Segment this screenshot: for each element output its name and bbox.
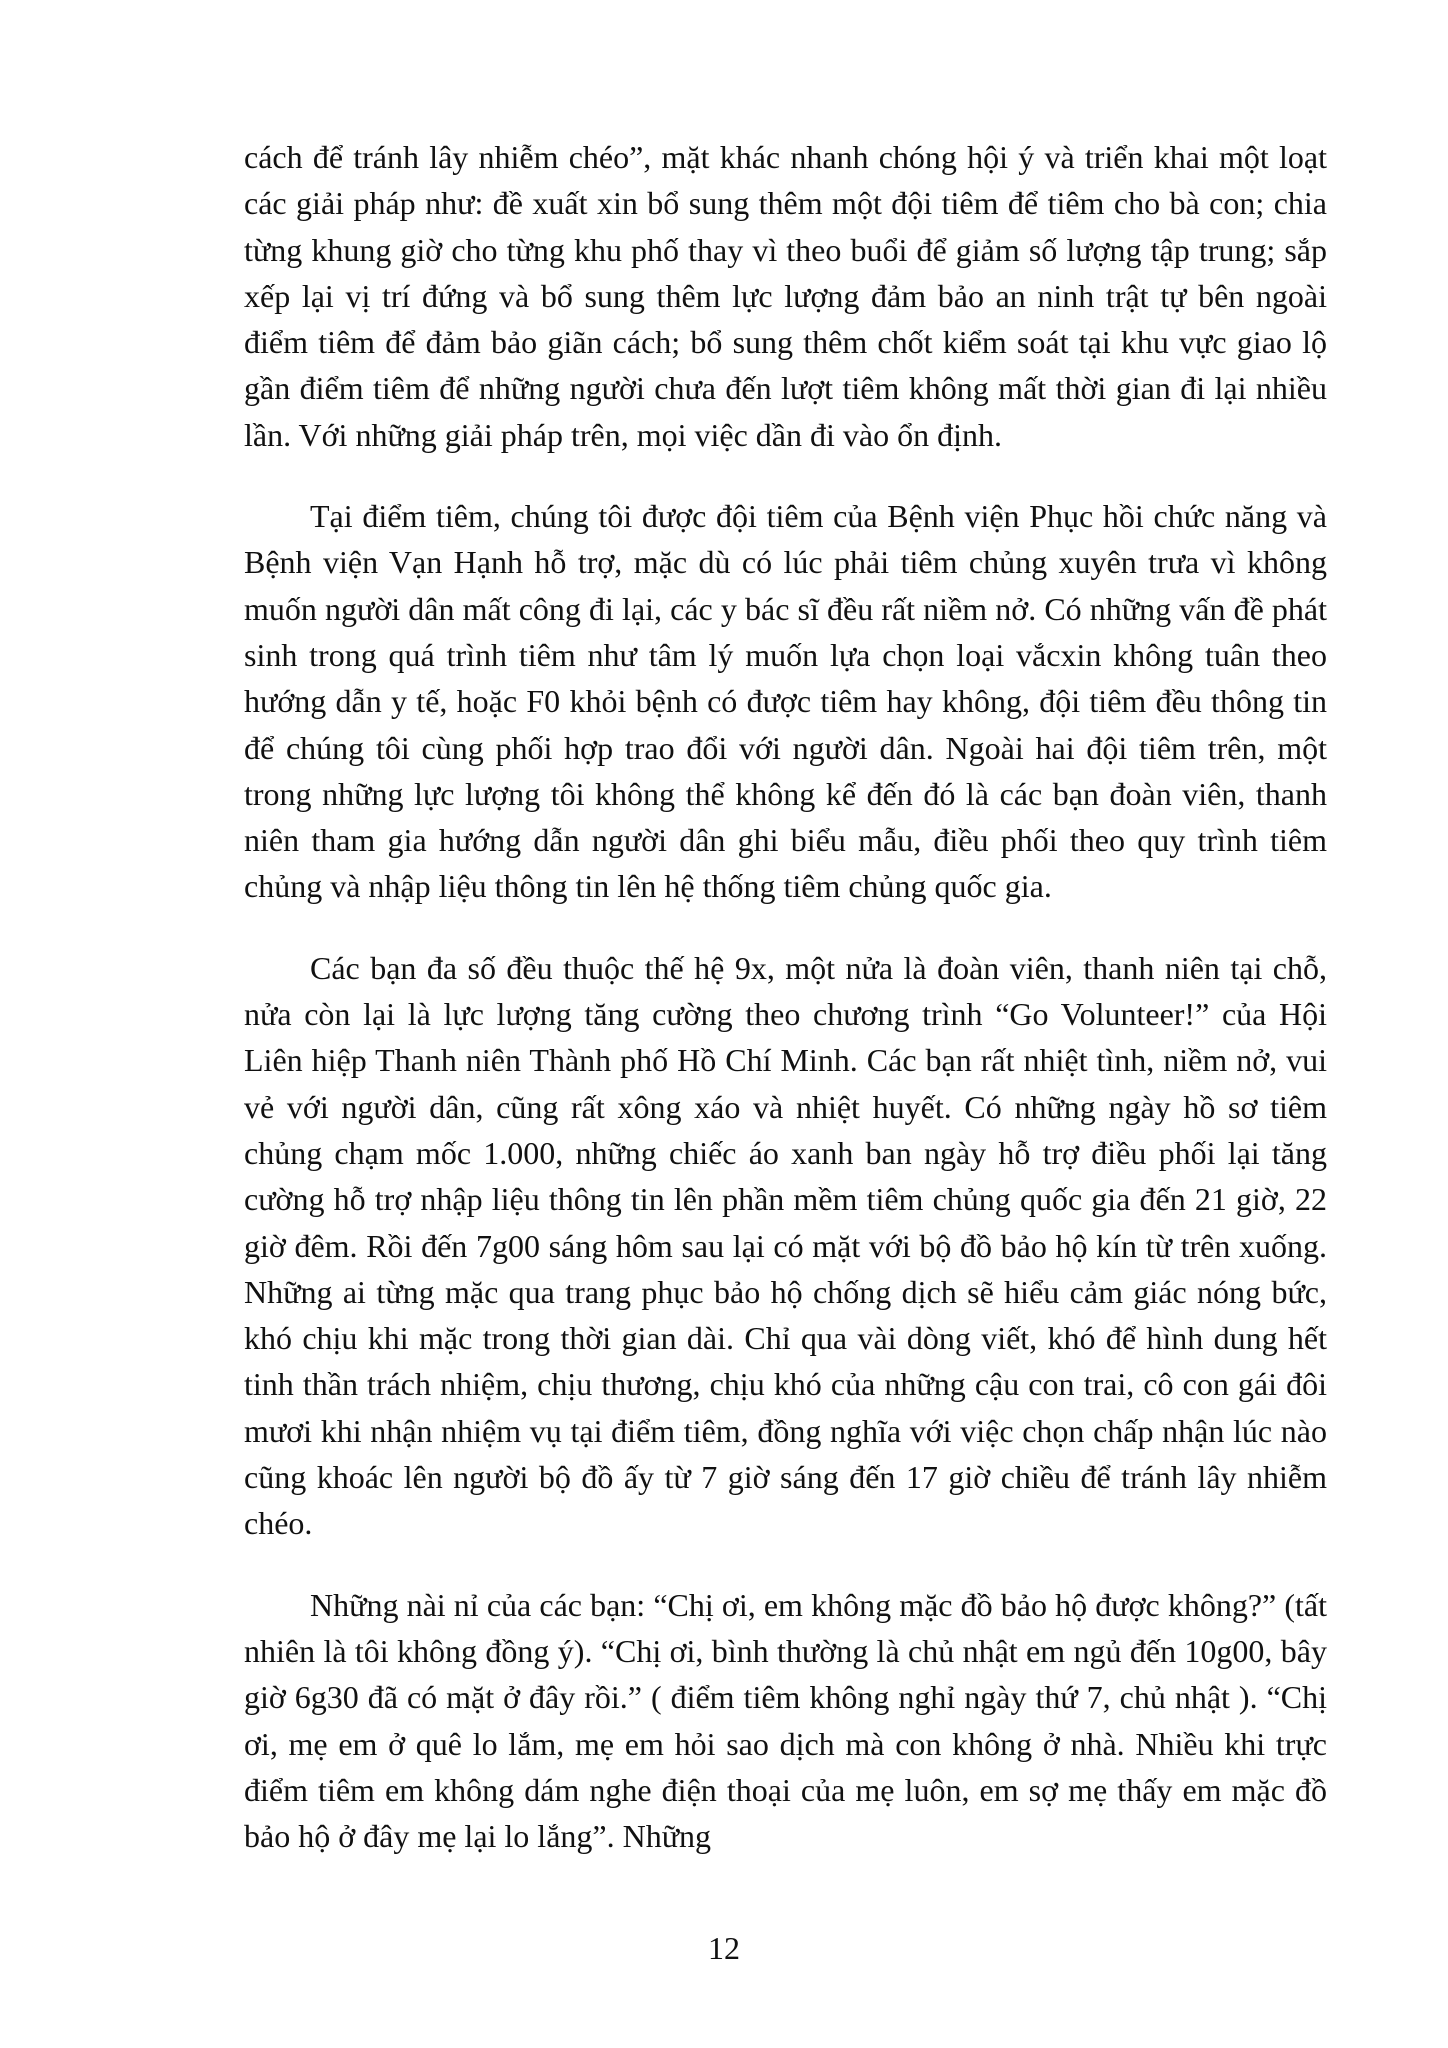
- paragraph-3: Các bạn đa số đều thuộc thế hệ 9x, một nửa là đoàn viên, thanh niên tại chỗ, nửa còn lại là lực lượng tăng cường theo chương trình “Go Volunteer!” của Hội Liên hiệp Thanh niên Thành phố Hồ Chí Minh. Các bạn rất nhiệt tình, niềm nở, vui vẻ với người dân, cũng rất xông xáo và nhiệt huyết. Có những ngày hồ sơ tiêm chủng chạm mốc 1.000, những chiếc áo xanh ban ngày hỗ trợ điều phối lại tăng cường hỗ trợ nhập liệu thông tin lên phần mềm tiêm chủng quốc gia đến 21 giờ, 22 giờ đêm. Rồi đến 7g00 sáng hôm sau lại có mặt với bộ đồ bảo hộ kín từ trên xuống. Những ai từng mặc qua trang phục bảo hộ chống dịch sẽ hiểu cảm giác nóng bức, khó chịu khi mặc trong thời gian dài. Chỉ qua vài dòng viết, khó để hình dung hết tinh thần trách nhiệm, chịu thương, chịu khó của những cậu con trai, cô con gái đôi mươi khi nhận nhiệm vụ tại điểm tiêm, đồng nghĩa với việc chọn chấp nhận lúc nào cũng khoác lên người bộ đồ ấy từ 7 giờ sáng đến 17 giờ chiều để tránh lây nhiễm chéo.: [244, 949, 1327, 1542]
- page-number: 12: [708, 1930, 740, 1966]
- body-text: [244, 134, 1327, 1894]
- paragraph-2: Tại điểm tiêm, chúng tôi được đội tiêm của Bệnh viện Phục hồi chức năng và Bệnh viện Vạn Hạnh hỗ trợ, mặc dù có lúc phải tiêm chủng xuyên trưa vì không muốn người dân mất công đi lại, các y bác sĩ đều rất niềm nở. Có những vấn đề phát sinh trong quá trình tiêm như tâm lý muốn lựa chọn loại vắcxin không tuân theo hướng dẫn y tế, hoặc F0 khỏi bệnh có được tiêm hay không, đội tiêm đều thông tin để chúng tôi cùng phối hợp trao đổi với người dân. Ngoài hai đội tiêm trên, một trong những lực lượng tôi không thể không kể đến đó là các bạn đoàn viên, thanh niên tham gia hướng dẫn người dân ghi biểu mẫu, điều phối theo quy trình tiêm chủng và nhập liệu thông tin lên hệ thống tiêm chủng quốc gia.: [244, 498, 1327, 905]
- paragraph-4: Những nài nỉ của các bạn: “Chị ơi, em không mặc đồ bảo hộ được không?” (tất nhiên là tôi không đồng ý). “Chị ơi, bình thường là chủ nhật em ngủ đến 10g00, bây giờ 6g30 đã có mặt ở đây rồi.” ( điểm tiêm không nghỉ ngày thứ 7, chủ nhật ). “Chị ơi, mẹ em ở quê lo lắm, mẹ em hỏi sao dịch mà con không ở nhà. Nhiều khi trực điểm tiêm em không dám nghe điện thoại của mẹ luôn, em sợ mẹ thấy em mặc đồ bảo hộ ở đây mẹ lại lo lắng”. Những: [244, 1586, 1327, 1855]
- paragraph-1: cách để tránh lây nhiễm chéo”, mặt khác nhanh chóng hội ý và triển khai một loạt các giải pháp như: đề xuất xin bổ sung thêm một đội tiêm để tiêm cho bà con; chia từng khung giờ cho từng khu phố thay vì theo buổi để giảm số lượng tập trung; sắp xếp lại vị trí đứng và bổ sung thêm lực lượng đảm bảo an ninh trật tự bên ngoài điểm tiêm để đảm bảo giãn cách; bổ sung thêm chốt kiểm soát tại khu vực giao lộ gần điểm tiêm để những người chưa đến lượt tiêm không mất thời gian đi lại nhiều lần. Với những giải pháp trên, mọi việc dần đi vào ổn định.: [244, 139, 1327, 453]
